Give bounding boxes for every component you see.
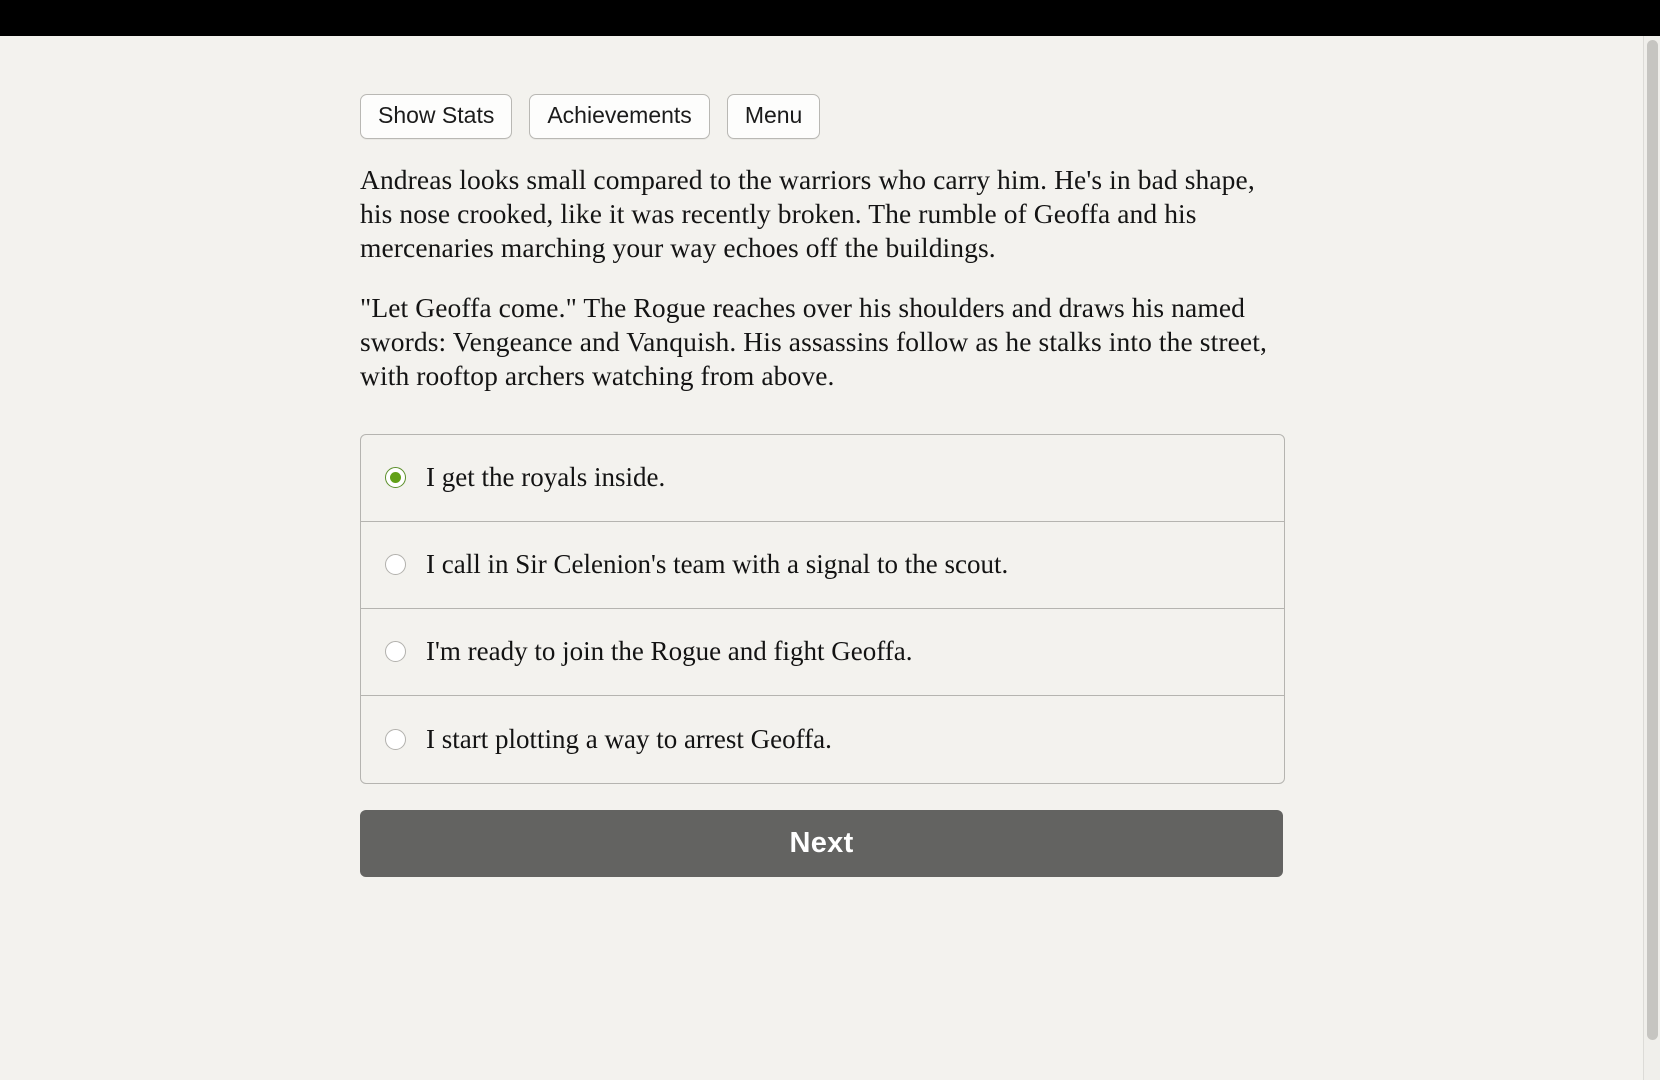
radio-icon[interactable] [385,729,406,750]
radio-icon[interactable] [385,467,406,488]
next-button[interactable]: Next [360,810,1283,877]
choice-label: I call in Sir Celenion's team with a signal to the scout. [426,549,1009,580]
choice-label: I get the royals inside. [426,462,666,493]
choice-option[interactable] [361,696,1284,783]
show-stats-button[interactable]: Show Stats [360,94,512,139]
choice-option[interactable] [361,522,1284,609]
choice-option[interactable] [361,609,1284,696]
choice-list [360,434,1285,784]
scrollbar-thumb[interactable] [1647,40,1658,1040]
story-paragraph-2: "Let Geoffa come." The Rogue reaches over his shoulders and draws his named swords: Vengeance and Vanquish. His assassins follow as he stalks into the street, with rooftop archers watching from above. [360,292,1267,392]
story-paragraph-1: Andreas looks small compared to the warriors who carry him. He's in bad shape, his nose crooked, like it was recently broken. The rumble of Geoffa and his mercenaries marching your way echoes off the buildings. [360,164,1255,264]
vertical-scrollbar[interactable] [1643,36,1660,1080]
menu-button[interactable]: Menu [727,94,821,139]
radio-icon[interactable] [385,641,406,662]
story-viewport [0,36,1643,1080]
story-content [360,94,1285,877]
top-button-row [360,94,1285,139]
radio-icon[interactable] [385,554,406,575]
choice-option[interactable] [361,435,1284,522]
choice-label: I start plotting a way to arrest Geoffa. [426,723,832,754]
choice-label: I'm ready to join the Rogue and fight Geoffa. [426,636,913,667]
achievements-button[interactable]: Achievements [529,94,709,139]
